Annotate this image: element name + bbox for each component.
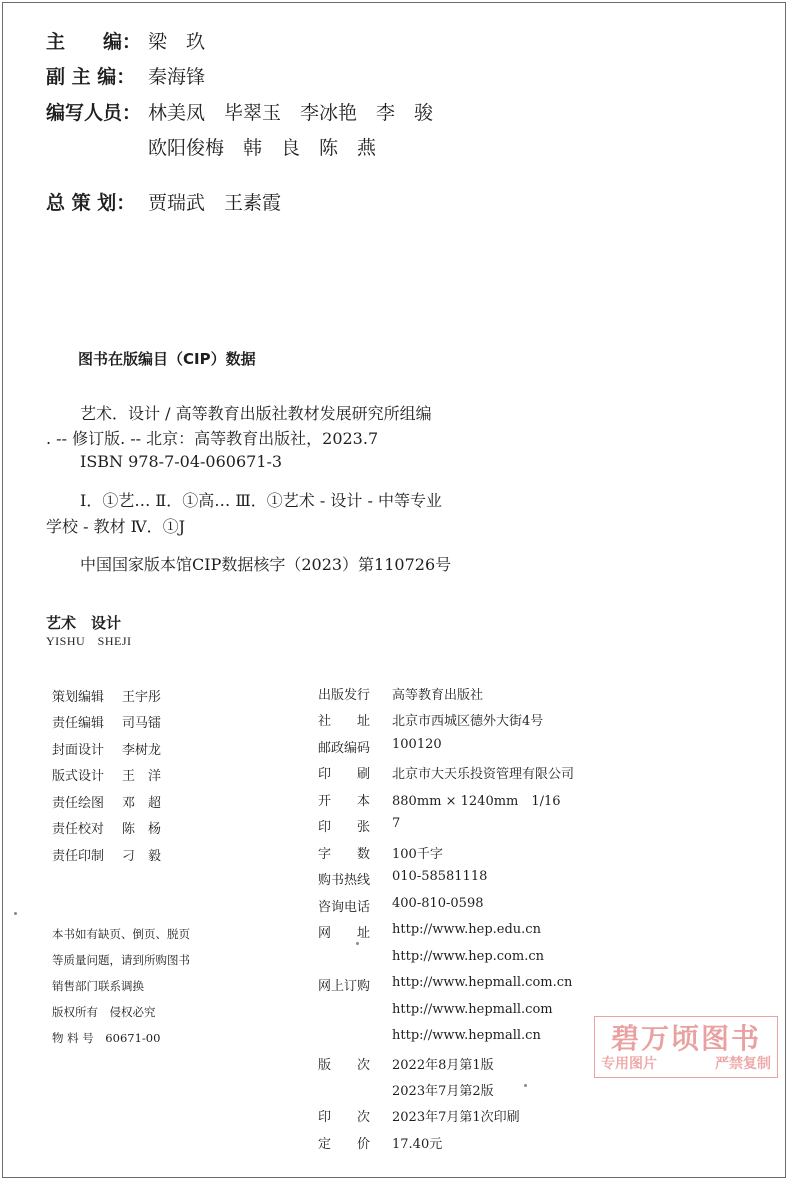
staff-name: 陈 杨 xyxy=(122,822,162,837)
staff-role: 责任印制 xyxy=(52,849,105,864)
book-title: 艺术 设计 xyxy=(46,614,122,632)
writers-label: 编写人员： xyxy=(46,102,142,124)
watermark-sub-right: 严禁复制 xyxy=(715,1056,771,1072)
watermark-title: 碧万顷图书 xyxy=(610,1022,761,1055)
format-value: 880mm × 1240mm 1/16 xyxy=(392,794,561,809)
cip-line-3: ISBN 978-7-04-060671-3 xyxy=(80,452,283,471)
website-label: 网 址 xyxy=(318,926,371,941)
notice-line-3: 销售部门联系调换 xyxy=(52,979,144,993)
hotline-label: 购书热线 xyxy=(318,873,371,888)
cip-line-4: Ⅰ．①艺… Ⅱ．①高… Ⅲ．①艺术 - 设计 - 中等专业 xyxy=(80,491,442,510)
staff-role: 责任绘图 xyxy=(52,796,105,811)
cip-line-5: 学校 - 教材 Ⅳ．①J xyxy=(46,517,186,536)
book-pinyin: YISHU SHEJI xyxy=(46,634,132,648)
words-label: 字 数 xyxy=(318,847,371,862)
chief-editor-label: 主 编： xyxy=(46,31,142,53)
sheets-value: 7 xyxy=(392,816,401,831)
online-order-value-1[interactable]: http://www.hepmall.com.cn xyxy=(392,975,573,990)
notice-line-2: 等质量问题，请到所购图书 xyxy=(52,953,190,967)
online-order-label: 网上订购 xyxy=(318,979,371,994)
publisher-label: 出版发行 xyxy=(318,688,371,703)
online-order-value-2[interactable]: http://www.hepmall.com xyxy=(392,1002,553,1017)
planner-value: 贾瑞武 王素霞 xyxy=(148,192,282,214)
watermark-sub-left: 专用图片 xyxy=(601,1056,657,1072)
cip-title: 图书在版编目（CIP）数据 xyxy=(78,350,256,368)
hotline-value: 010-58581118 xyxy=(392,869,488,884)
staff-role: 责任编辑 xyxy=(52,716,105,731)
printer-value: 北京市大天乐投资管理有限公司 xyxy=(392,767,575,782)
postcode-label: 邮政编码 xyxy=(318,741,371,756)
staff-name: 司马镭 xyxy=(122,716,162,731)
staff-name: 邓 超 xyxy=(122,796,162,811)
notice-line-1: 本书如有缺页、倒页、脱页 xyxy=(52,927,190,941)
notice-line-4: 版权所有 侵权必究 xyxy=(52,1005,156,1019)
staff-role: 版式设计 xyxy=(52,769,105,784)
staff-name: 王宇彤 xyxy=(122,690,162,705)
price-value: 17.40元 xyxy=(392,1137,443,1152)
deputy-editor-label: 副 主 编： xyxy=(46,66,136,88)
printer-label: 印 刷 xyxy=(318,767,371,782)
price-label: 定 价 xyxy=(318,1137,371,1152)
address-value: 北京市西城区德外大街4号 xyxy=(392,714,544,729)
cip-line-6: 中国国家版本馆CIP数据核字（2023）第110726号 xyxy=(80,555,452,574)
edition-label: 版 次 xyxy=(318,1058,371,1073)
staff-name: 王 洋 xyxy=(122,769,162,784)
edition-value-2: 2023年7月第2版 xyxy=(392,1084,494,1099)
phone-value: 400-810-0598 xyxy=(392,896,484,911)
staff-name: 李树龙 xyxy=(122,743,162,758)
scan-speck xyxy=(356,942,359,945)
staff-role: 责任校对 xyxy=(52,822,105,837)
chief-editor-value: 梁 玖 xyxy=(148,31,206,53)
postcode-value: 100120 xyxy=(392,737,442,752)
online-order-value-3[interactable]: http://www.hepmall.cn xyxy=(392,1028,541,1043)
watermark-subtitle xyxy=(595,1053,777,1073)
scan-speck xyxy=(524,1084,527,1087)
watermark-stamp xyxy=(594,1016,778,1078)
website-value-1[interactable]: http://www.hep.edu.cn xyxy=(392,922,541,937)
scan-speck xyxy=(14,912,17,915)
edition-value-1: 2022年8月第1版 xyxy=(392,1058,494,1073)
cip-line-2: . -- 修订版. -- 北京：高等教育出版社，2023.7 xyxy=(46,429,379,448)
phone-label: 咨询电话 xyxy=(318,900,371,915)
staff-name: 刁 毅 xyxy=(122,849,162,864)
website-value-2[interactable]: http://www.hep.com.cn xyxy=(392,949,544,964)
writers-line-1: 林美凤 毕翠玉 李冰艳 李 骏 xyxy=(148,102,434,124)
format-label: 开 本 xyxy=(318,794,371,809)
words-value: 100千字 xyxy=(392,847,443,862)
sheets-label: 印 张 xyxy=(318,820,371,835)
staff-role: 策划编辑 xyxy=(52,690,105,705)
impression-value: 2023年7月第1次印刷 xyxy=(392,1110,520,1125)
deputy-editor-value: 秦海锋 xyxy=(148,66,206,88)
cip-line-1: 艺术．设计 / 高等教育出版社教材发展研究所组编 xyxy=(80,404,432,423)
notice-line-5: 物 料 号 60671-00 xyxy=(52,1031,161,1045)
writers-line-2: 欧阳俊梅 韩 良 陈 燕 xyxy=(148,137,377,159)
publisher-value: 高等教育出版社 xyxy=(392,688,484,703)
impression-label: 印 次 xyxy=(318,1110,371,1125)
staff-role: 封面设计 xyxy=(52,743,105,758)
address-label: 社 址 xyxy=(318,714,371,729)
planner-label: 总 策 划： xyxy=(46,192,136,214)
